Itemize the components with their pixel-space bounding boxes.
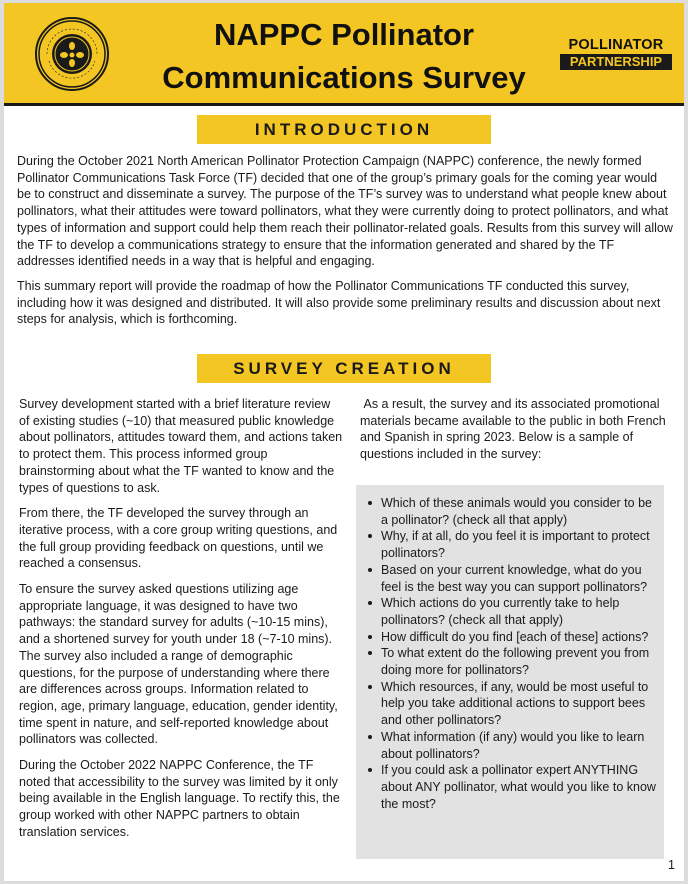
bullet-icon [368,601,372,605]
question-item: Why, if at all, do you feel it is important to protect pollinators? [381,528,658,561]
bullet-icon [368,635,372,639]
survey-paragraph-2: From there, the TF developed the survey through an iterative process, with a core group writing questions, and the full group providing feedback on questions, until we reached a consensus. [19,506,338,571]
question-item: Which resources, if any, would be most useful to help you take additional actions to support bees and other pollinators? [381,679,658,729]
pollinator-partnership-logo [560,37,672,70]
document-page [4,3,684,881]
intro-paragraph-2: This summary report will provide the roadmap of how the Pollinator Communications TF conducted this survey, including how it was designed and distributed. It will also provide some preliminary results and discussion about next steps for analysis, which is forthcoming. [17,278,661,327]
survey-paragraph-1: Survey development started with a brief literature review of existing studies (~10) that measured public knowledge about pollinators, attitudes toward them, and actions taken to protect them. This process informed group brainstorming about what the TF wanted to know and the types of questions to ask. [19,397,343,495]
question-item: What information (if any) would you like to learn about pollinators? [381,729,658,762]
question-item: Which actions do you currently take to help pollinators? (check all that apply) [381,595,658,628]
sample-questions-list [356,485,664,812]
intro-paragraph-1: During the October 2021 North American Pollinator Protection Campaign (NAPPC) conference, the newly formed Pollinator Communications Task Force (TF) decided that one of the group’s primary goals for the coming year would be to construct and disseminate a survey. The purpose of the TF’s survey was to understand what people knew about pollinators, what their attitudes were toward pollinators, what they were currently doing to protect pollinators, and what types of information and support could help them reach their pollinator-related goals. Results from this survey will allow the TF to develop a communications strategy to ensure that the information generated and shared by the TF addresses identified needs in a way that is helpful and engaging. [17,154,673,269]
title-line-2: Communications Survey [162,60,526,95]
header-banner [4,3,684,106]
question-item: To what extent do the following prevent you from doing more for pollinators? [381,645,658,678]
bullet-icon [368,501,372,505]
bullet-icon [368,768,372,772]
introduction-heading: INTRODUCTION [197,115,491,144]
survey-left-column [19,396,344,841]
brand-line-2: PARTNERSHIP [560,54,672,70]
sample-questions-box [356,485,664,859]
survey-paragraph-3: To ensure the survey asked questions utilizing age appropriate language, it was designed to have two pathways: the standard survey for adults (~10-15 mins), and a shortened survey for youth under 18 (~7-10 mins). The survey also included a range of demographic questions, for the purpose of understanding where there are differences across groups. Information related to region, age, primary language, education, gender identity, time spent in nature, and self-reported knowledge about pollinators was collected. [19,582,338,747]
bullet-icon [368,651,372,655]
document-title [124,13,564,99]
bullet-icon [368,568,372,572]
survey-right-column [360,396,670,463]
title-line-1: NAPPC Pollinator [213,17,475,52]
nappc-seal-logo [35,17,109,91]
page-number: 1 [668,858,675,872]
question-item: If you could ask a pollinator expert ANYTHING about ANY pollinator, what would you like to know the most? [381,762,658,812]
bullet-icon [368,735,372,739]
survey-creation-heading: SURVEY CREATION [197,354,491,383]
question-item: Based on your current knowledge, what do you feel is the best way you can support pollinators? [381,562,658,595]
bullet-icon [368,685,372,689]
question-item: How difficult do you find [each of these] actions? [381,629,658,646]
bullet-icon [368,534,372,538]
question-item: Which of these animals would you consider to be a pollinator? (check all that apply) [381,495,658,528]
survey-right-paragraph: As a result, the survey and its associated promotional materials became available to the public in both French and Spanish in spring 2023. Below is a sample of questions included in the survey: [360,397,670,462]
brand-line-1: POLLINATOR [568,37,664,53]
survey-paragraph-4: During the October 2022 NAPPC Conference, the TF noted that accessibility to the survey was limited by it only being available in the English language. To rectify this, the group worked with other NAPPC partners to obtain translation services. [19,758,340,839]
introduction-body [17,153,673,328]
seal-graphic [37,19,107,89]
